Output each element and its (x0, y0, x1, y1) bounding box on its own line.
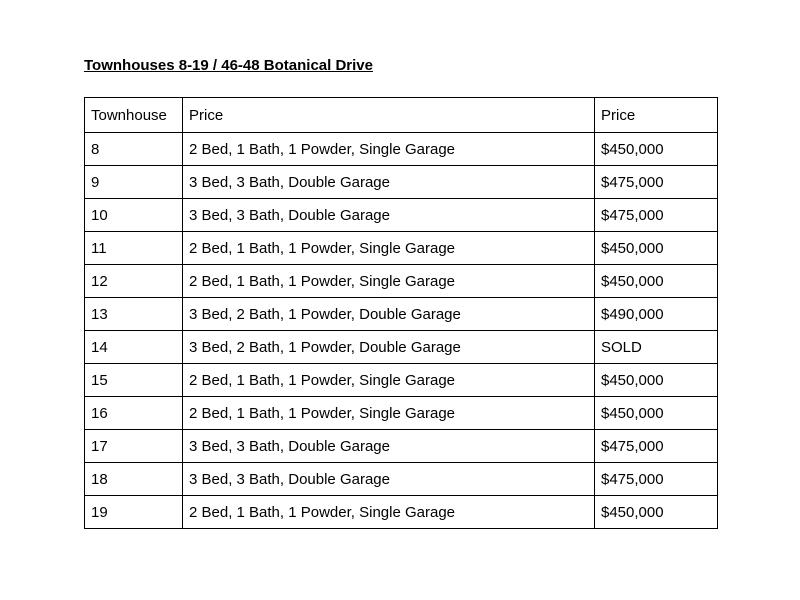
header-price: Price (595, 98, 718, 133)
cell-townhouse: 9 (85, 166, 183, 199)
cell-townhouse: 18 (85, 463, 183, 496)
table-row (85, 166, 718, 199)
cell-description: 3 Bed, 3 Bath, Double Garage (183, 199, 595, 232)
cell-price: $475,000 (595, 430, 718, 463)
cell-description: 3 Bed, 3 Bath, Double Garage (183, 463, 595, 496)
cell-townhouse: 19 (85, 496, 183, 529)
table-header-row (85, 98, 718, 133)
table-row (85, 298, 718, 331)
cell-description: 3 Bed, 2 Bath, 1 Powder, Double Garage (183, 331, 595, 364)
cell-price: $450,000 (595, 397, 718, 430)
cell-townhouse: 12 (85, 265, 183, 298)
cell-townhouse: 10 (85, 199, 183, 232)
table-row (85, 265, 718, 298)
table-row (85, 232, 718, 265)
cell-townhouse: 16 (85, 397, 183, 430)
cell-description: 2 Bed, 1 Bath, 1 Powder, Single Garage (183, 364, 595, 397)
header-description: Price (183, 98, 595, 133)
cell-townhouse: 15 (85, 364, 183, 397)
cell-townhouse: 11 (85, 232, 183, 265)
table-row (85, 430, 718, 463)
cell-price: $450,000 (595, 133, 718, 166)
cell-description: 2 Bed, 1 Bath, 1 Powder, Single Garage (183, 265, 595, 298)
cell-price: $475,000 (595, 199, 718, 232)
cell-townhouse: 14 (85, 331, 183, 364)
cell-description: 2 Bed, 1 Bath, 1 Powder, Single Garage (183, 133, 595, 166)
cell-price: $450,000 (595, 265, 718, 298)
cell-price: $475,000 (595, 463, 718, 496)
cell-townhouse: 13 (85, 298, 183, 331)
cell-description: 3 Bed, 3 Bath, Double Garage (183, 430, 595, 463)
cell-townhouse: 8 (85, 133, 183, 166)
cell-price: $450,000 (595, 496, 718, 529)
document-title: Townhouses 8-19 / 46-48 Botanical Drive (84, 57, 373, 74)
table-row (85, 364, 718, 397)
cell-description: 2 Bed, 1 Bath, 1 Powder, Single Garage (183, 496, 595, 529)
cell-description: 3 Bed, 2 Bath, 1 Powder, Double Garage (183, 298, 595, 331)
cell-price: $450,000 (595, 232, 718, 265)
cell-price: $450,000 (595, 364, 718, 397)
cell-description: 2 Bed, 1 Bath, 1 Powder, Single Garage (183, 232, 595, 265)
cell-price: $490,000 (595, 298, 718, 331)
cell-description: 2 Bed, 1 Bath, 1 Powder, Single Garage (183, 397, 595, 430)
townhouse-price-table (84, 97, 718, 529)
cell-price: $475,000 (595, 166, 718, 199)
table-row (85, 133, 718, 166)
table-row (85, 496, 718, 529)
cell-description: 3 Bed, 3 Bath, Double Garage (183, 166, 595, 199)
table-row (85, 463, 718, 496)
cell-price: SOLD (595, 331, 718, 364)
table-row (85, 331, 718, 364)
header-townhouse: Townhouse (85, 98, 183, 133)
cell-townhouse: 17 (85, 430, 183, 463)
table-row (85, 199, 718, 232)
table-row (85, 397, 718, 430)
